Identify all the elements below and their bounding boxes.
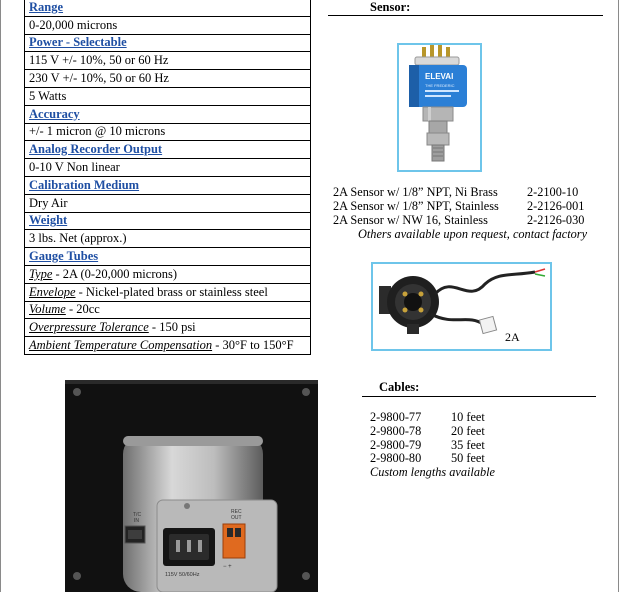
- ambient-value: - 30°F to 150°F: [212, 338, 294, 353]
- power-230v: 230 V +/- 10%, 50 or 60 Hz: [25, 70, 311, 88]
- gauge-type-row: [25, 265, 311, 283]
- envelope-value: - Nickel-plated brass or stainless steel: [75, 284, 268, 299]
- volume-value: - 20cc: [65, 302, 100, 317]
- gauge-envelope-row: [25, 283, 311, 301]
- cable-row: [370, 410, 485, 425]
- cable-length: 50 feet: [451, 451, 485, 465]
- envelope-label: Envelope: [29, 284, 76, 299]
- power-watts: 5 Watts: [25, 87, 311, 105]
- analog-output-header: Analog Recorder Output: [25, 141, 311, 159]
- sensor-item-2-part: 2-2126-001: [527, 199, 585, 213]
- sensor-item-3-part: 2-2126-030: [527, 213, 585, 227]
- rec-out-label: OUT: [231, 515, 242, 521]
- gauge-tubes-header: Gauge Tubes: [25, 248, 311, 266]
- range-header: Range: [25, 0, 311, 16]
- type-label: Type: [29, 266, 53, 281]
- tc-label: T/C: [133, 512, 142, 518]
- cable-row: [370, 451, 485, 466]
- calibration-header: Calibration Medium: [25, 176, 311, 194]
- device-rear-photo: [65, 380, 318, 592]
- cable-photo-label: 2A: [505, 330, 520, 344]
- ambient-label: Ambient Temperature Compensation: [29, 338, 213, 353]
- analog-output-value: 0-10 V Non linear: [25, 159, 311, 177]
- sensor-item-2-desc: 2A Sensor w/ 1/8” NPT, Stainless: [333, 199, 499, 213]
- accuracy-header: Accuracy: [25, 105, 311, 123]
- sensor-note: Others available upon request, contact factory: [358, 227, 588, 241]
- range-value: 0-20,000 microns: [25, 16, 311, 34]
- sensor-brand-text: ELEVAI: [425, 72, 454, 81]
- gauge-overpressure-row: [25, 319, 311, 337]
- power-header: Power - Selectable: [25, 34, 311, 52]
- cables-divider: [362, 396, 596, 397]
- sensor-divider: [328, 15, 603, 16]
- cable-length: 10 feet: [451, 410, 485, 424]
- accuracy-value: +/- 1 micron @ 10 microns: [25, 123, 311, 141]
- sensor-item-1-desc: 2A Sensor w/ 1/8” NPT, Ni Brass: [333, 185, 498, 199]
- sensor-title: Sensor:: [370, 0, 411, 14]
- sensor-item-1-part: 2-2100-10: [527, 185, 579, 199]
- tc-in-label: IN: [134, 518, 139, 524]
- overpressure-value: - 150 psi: [148, 320, 196, 335]
- type-value: - 2A (0-20,000 microns): [52, 266, 178, 281]
- cable-row: [370, 424, 485, 439]
- cables-title: Cables:: [379, 380, 420, 394]
- volume-label: Volume: [29, 302, 66, 317]
- cables-note: Custom lengths available: [370, 465, 496, 479]
- overpressure-label: Overpressure Tolerance: [29, 320, 149, 335]
- sensor-item-3-desc: 2A Sensor w/ NW 16, Stainless: [333, 213, 488, 227]
- gauge-volume-row: [25, 301, 311, 319]
- weight-header: Weight: [25, 212, 311, 230]
- calibration-value: Dry Air: [25, 194, 311, 212]
- cable-length: 20 feet: [451, 424, 485, 438]
- cable-part: 2-9800-79: [370, 438, 422, 452]
- gauge-ambient-row: [25, 337, 311, 355]
- page-edge-left: [0, 0, 1, 592]
- cable-part: 2-9800-78: [370, 424, 422, 438]
- sensor-photo: [397, 43, 482, 172]
- cable-connector-illustration: [373, 264, 550, 349]
- cable-length: 35 feet: [451, 438, 485, 452]
- sensor-illustration: [399, 45, 480, 170]
- power-rating-label: 115V 50/60Hz: [165, 572, 200, 578]
- weight-value: 3 lbs. Net (approx.): [25, 230, 311, 248]
- sensor-cable-photo: [371, 262, 552, 351]
- cable-part: 2-9800-77: [370, 410, 422, 424]
- cable-part: 2-9800-80: [370, 451, 422, 465]
- power-115v: 115 V +/- 10%, 50 or 60 Hz: [25, 52, 311, 70]
- svg-text:− +: − +: [223, 564, 232, 570]
- rec-label: REC: [231, 509, 242, 515]
- sensor-sub-text: THE FREDERIC: [425, 83, 455, 88]
- specifications-table: [24, 0, 311, 355]
